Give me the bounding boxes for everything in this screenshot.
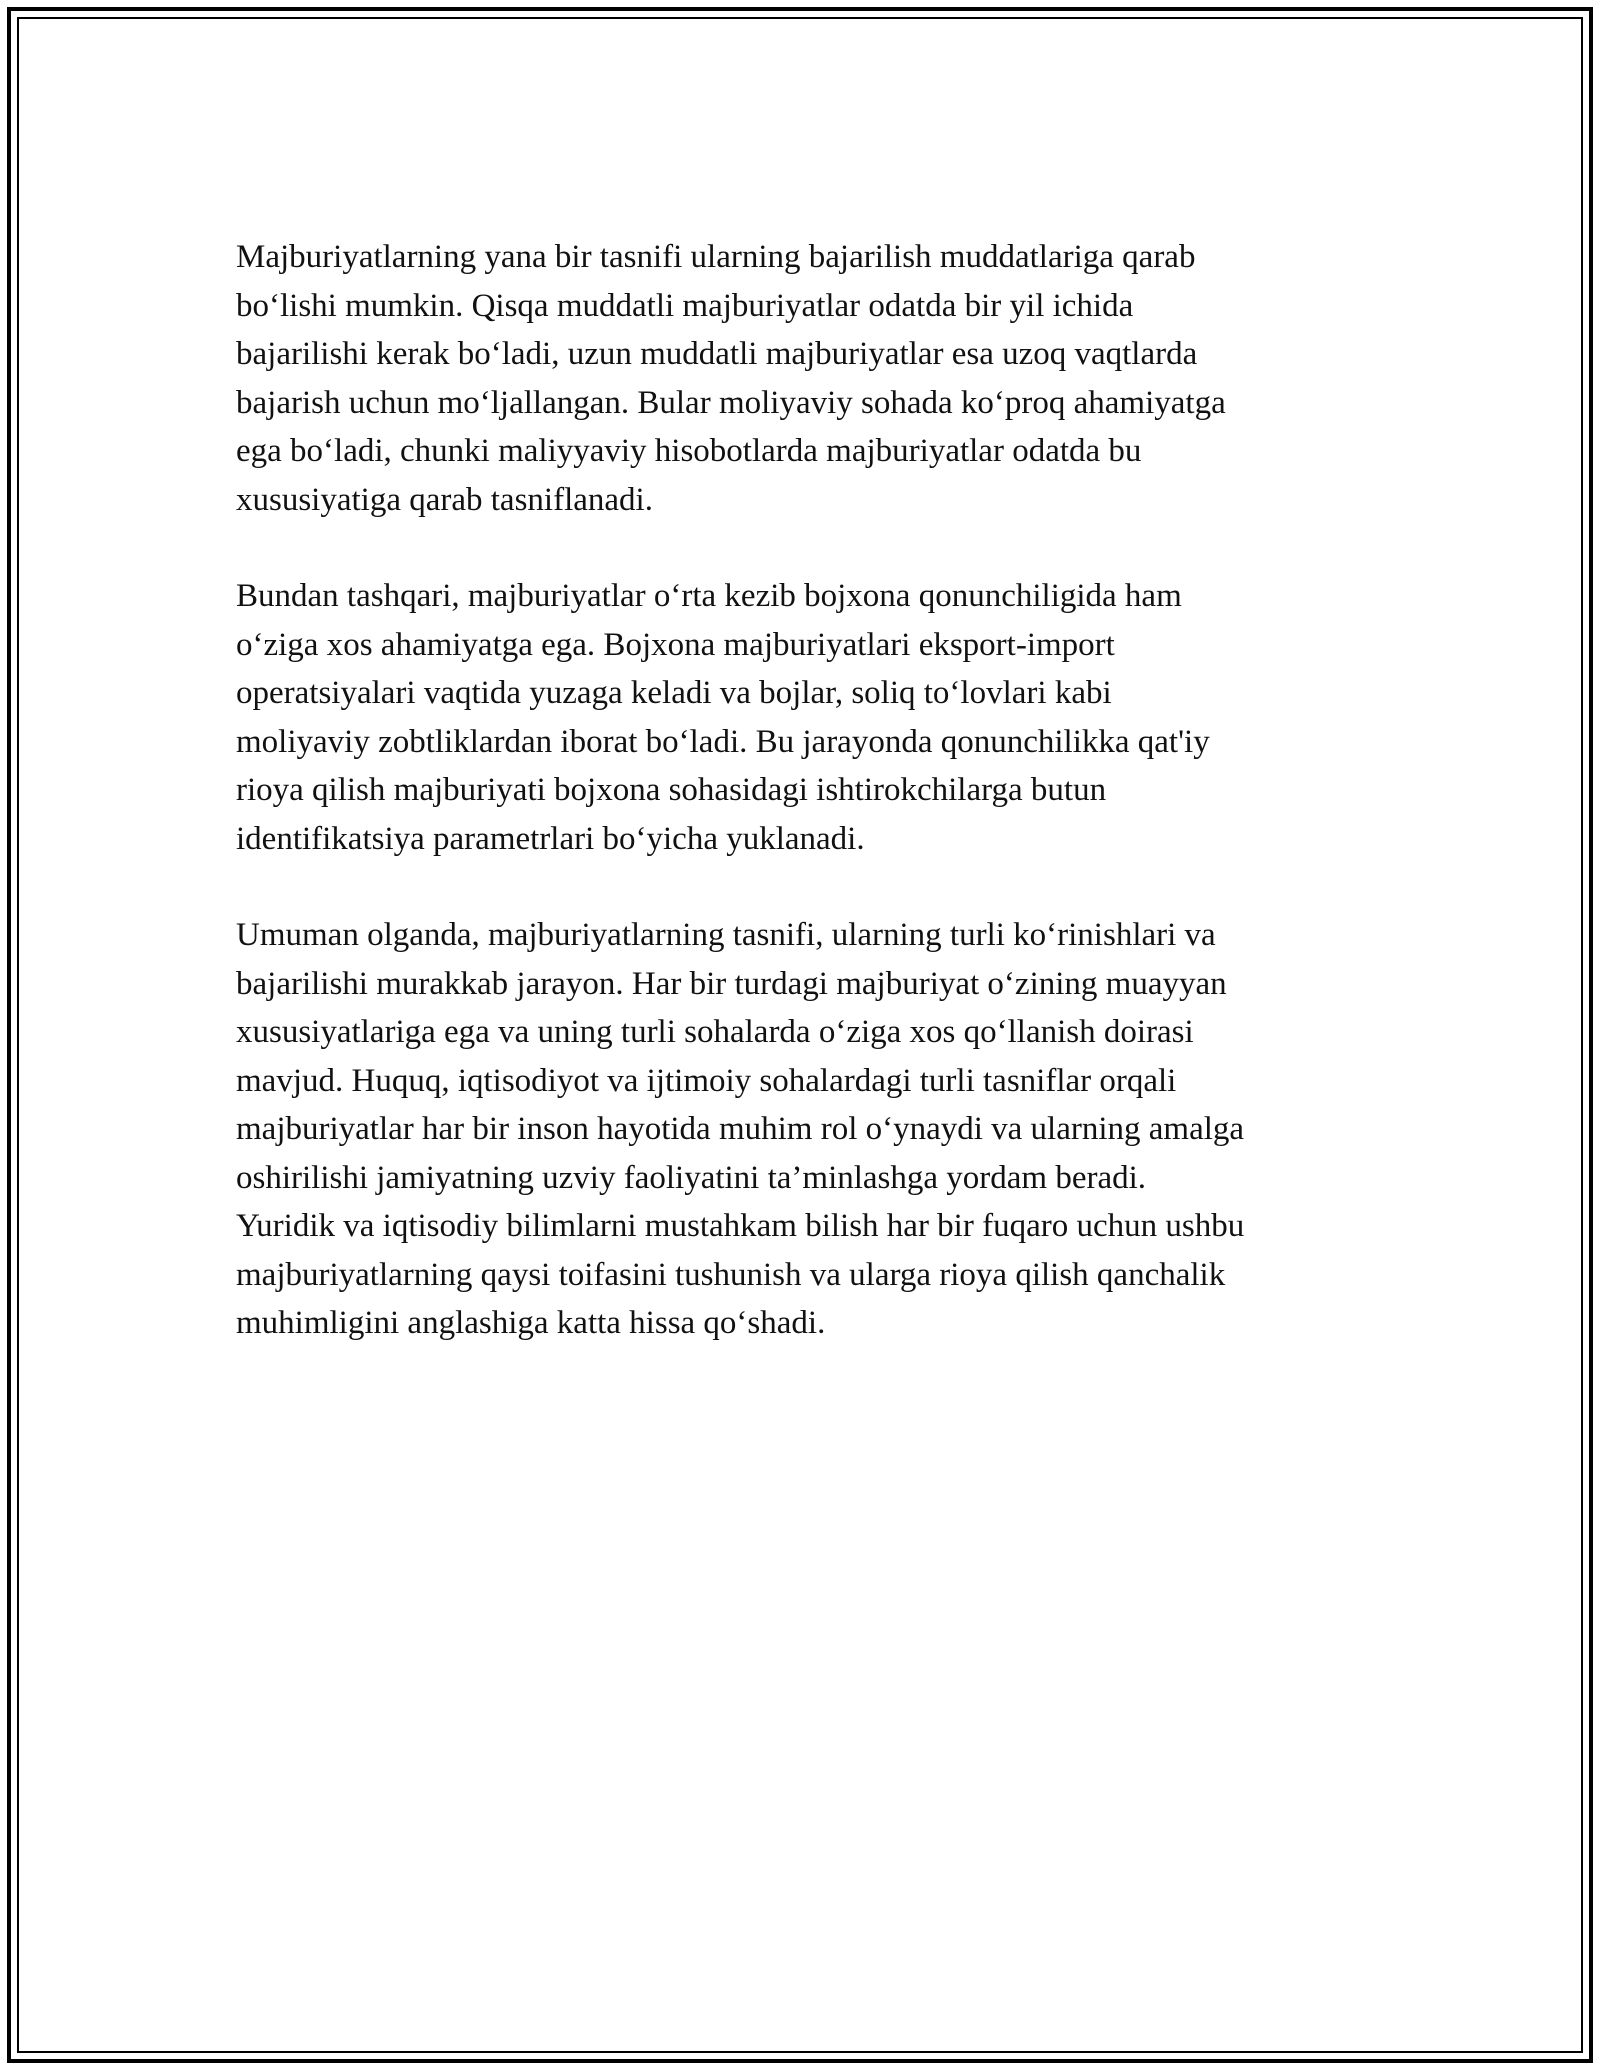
text-line: ega bo‘ladi, chunki maliyyaviy hisobotlarda majburiyatlar odatda bu bbox=[236, 433, 1142, 469]
text-line: muhimligini anglashiga katta hissa qo‘shadi. bbox=[236, 1305, 826, 1341]
text-line: oshirilishi jamiyatning uzviy faoliyatini ta’minlashga yordam beradi. bbox=[236, 1159, 1147, 1196]
paragraph-3 bbox=[236, 911, 1376, 1348]
text-line: majburiyatlarning qaysi toifasini tushunish va ularga rioya qilish qanchalik bbox=[236, 1256, 1226, 1293]
text-line: identifikatsiya parametrlari bo‘yicha yuklanadi. bbox=[236, 820, 865, 857]
text-line: majburiyatlar har bir inson hayotida muhim rol o‘ynaydi va ularning amalga bbox=[236, 1111, 1245, 1147]
text-line: bajarilishi kerak bo‘ladi, uzun muddatli majburiyatlar esa uzoq vaqtlarda bbox=[236, 336, 1198, 372]
text-line: rioya qilish majburiyati bojxona sohasidagi ishtirokchilarga butun bbox=[236, 772, 1107, 808]
text-line: Majburiyatlarning yana bir tasnifi ularning bajarilish muddatlariga qarab bbox=[236, 239, 1196, 275]
text-line: o‘ziga xos ahamiyatga ega. Bojxona majburiyatlari eksport-import bbox=[236, 626, 1115, 663]
document-body bbox=[236, 233, 1376, 1396]
text-line: bajarish uchun mo‘ljallangan. Bular moliyaviy sohada ko‘proq ahamiyatga bbox=[236, 384, 1226, 421]
paragraph-2 bbox=[236, 572, 1376, 863]
text-line: xususiyatlariga ega va uning turli sohalarda o‘ziga xos qo‘llanish doirasi bbox=[236, 1014, 1194, 1050]
text-line: moliyaviy zobtliklardan iborat bo‘ladi. Bu jarayonda qonunchilikka qat'iy bbox=[236, 723, 1210, 760]
text-line: bo‘lishi mumkin. Qisqa muddatli majburiyatlar odatda bir yil ichida bbox=[236, 287, 1134, 324]
text-line: Bundan tashqari, majburiyatlar o‘rta kezib bojxona qonunchiligida ham bbox=[236, 578, 1182, 614]
text-line: Yuridik va iqtisodiy bilimlarni mustahkam bilish har bir fuqaro uchun ushbu bbox=[236, 1208, 1245, 1244]
text-line: mavjud. Huquq, iqtisodiyot va ijtimoiy sohalardagi turli tasniflar orqali bbox=[236, 1062, 1177, 1099]
paragraph-1 bbox=[236, 233, 1376, 524]
text-line: xususiyatiga qarab tasniflanadi. bbox=[236, 481, 653, 518]
text-line: operatsiyalari vaqtida yuzaga keladi va bojlar, soliq to‘lovlari kabi bbox=[236, 675, 1112, 711]
text-line: bajarilishi murakkab jarayon. Har bir turdagi majburiyat o‘zining muayyan bbox=[236, 965, 1227, 1002]
text-line: Umuman olganda, majburiyatlarning tasnifi, ularning turli ko‘rinishlari va bbox=[236, 917, 1216, 953]
